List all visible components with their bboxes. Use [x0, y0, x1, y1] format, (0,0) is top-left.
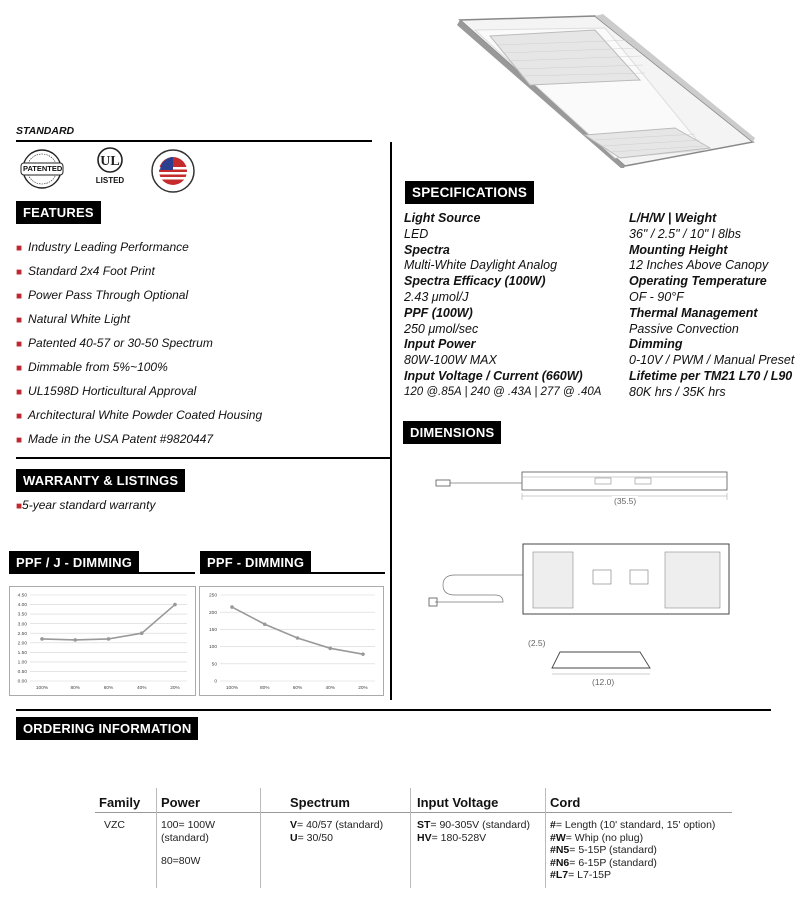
standard-label: STANDARD [16, 125, 75, 137]
col-family: Family [99, 795, 141, 810]
data-point [328, 647, 332, 651]
col-cord: Cord [550, 795, 581, 810]
feature-item: ■ Standard 2x4 Foot Print [16, 264, 155, 278]
col-divider [260, 788, 261, 888]
x-tick-label: 20% [358, 686, 368, 691]
ppfj-chart [9, 586, 196, 696]
spec-value: OF - 90°F [629, 289, 684, 304]
y-tick-label: 50 [211, 662, 217, 668]
spec-value: 2.43 μmol/J [404, 289, 469, 304]
specifications-title: SPECIFICATIONS [405, 181, 534, 204]
spectrum-values: V= 40/57 (standard) U= 30/50 [290, 819, 384, 844]
feature-item: ■ UL1598D Horticultural Approval [16, 384, 197, 398]
patented-seal [18, 148, 66, 190]
spec-left-column [404, 211, 624, 401]
spec-value: 80K hrs / 35K hrs [629, 384, 726, 399]
ordering-title: ORDERING INFORMATION [16, 717, 198, 740]
patented-text: PATENTED [23, 163, 63, 173]
ppfj-chart-title: PPF / J - DIMMING [9, 551, 139, 574]
spec-key: Thermal Management [629, 305, 758, 320]
svg-text:UL: UL [100, 154, 120, 169]
width-dimension-label: (12.0) [592, 677, 615, 687]
y-tick-label: 3.50 [17, 612, 27, 618]
spec-value: Multi-White Daylight Analog [404, 258, 558, 273]
y-tick-label: 0.00 [17, 679, 27, 685]
features-divider [16, 457, 391, 459]
spec-key: Input Voltage / Current (660W) [404, 368, 583, 383]
y-tick-label: 200 [208, 610, 217, 616]
spec-key: Light Source [404, 211, 481, 225]
spec-key: Spectra Efficacy (100W) [404, 274, 546, 289]
spec-key: Mounting Height [629, 242, 728, 257]
spec-value: 120 @.85A | 240 @ .43A | 277 @ .40A [404, 385, 602, 398]
data-point [296, 636, 300, 640]
feature-item: ■ Industry Leading Performance [16, 240, 189, 254]
y-tick-label: 0 [214, 679, 217, 685]
series-line [42, 605, 175, 640]
y-tick-label: 100 [208, 645, 217, 651]
spec-key: Operating Temperature [629, 274, 767, 289]
warranty-item: ■5-year standard warranty [16, 498, 156, 512]
x-tick-label: 100% [35, 686, 49, 691]
y-tick-label: 1.00 [17, 660, 27, 666]
height-dimension-label: (2.5) [528, 638, 546, 648]
x-tick-label: 40% [136, 686, 147, 691]
ppfj-title-rule [9, 572, 195, 574]
x-tick-label: 40% [325, 686, 336, 691]
data-point [73, 638, 77, 642]
spec-right-column [629, 211, 794, 401]
ordering-header-rule [95, 812, 732, 813]
made-in-usa-seal [150, 148, 196, 194]
voltage-values: ST= 90-305V (standard) HV= 180-528V [417, 819, 530, 844]
col-divider [410, 788, 411, 888]
x-tick-label: 100% [225, 686, 239, 691]
x-tick-label: 80% [259, 686, 270, 691]
x-tick-label: 60% [103, 686, 114, 691]
feature-item: ■ Natural White Light [16, 312, 131, 326]
feature-item: ■ Architectural White Powder Coated Housing [16, 408, 263, 422]
spec-value: 80W-100W MAX [404, 353, 497, 368]
ppf-chart [199, 586, 384, 696]
top-view-drawing [425, 540, 735, 618]
spec-value: LED [404, 226, 429, 241]
power-values: 100= 100W (standard) 80=80W [161, 819, 215, 867]
dimensions-title: DIMENSIONS [403, 421, 501, 444]
feature-item: ■ Patented 40-57 or 30-50 Spectrum [16, 336, 213, 350]
spec-value: 12 Inches Above Canopy [629, 258, 769, 273]
ppf-chart-title: PPF - DIMMING [200, 551, 311, 574]
feature-item: ■ Power Pass Through Optional [16, 288, 189, 302]
col-divider [545, 788, 546, 888]
y-tick-label: 1.50 [17, 650, 27, 656]
spec-key: L/H/W | Weight [629, 211, 717, 225]
listed-text: LISTED [95, 176, 125, 185]
y-tick-label: 2.50 [17, 631, 27, 637]
feature-item: ■ Made in the USA Patent #9820447 [16, 432, 214, 446]
spec-key: Input Power [404, 337, 476, 352]
feature-item: ■ Dimmable from 5%~100% [16, 360, 168, 374]
spec-key: Spectra [404, 242, 450, 257]
features-title: FEATURES [16, 201, 101, 224]
side-view-drawing [430, 468, 730, 508]
data-point [107, 637, 111, 641]
data-point [173, 603, 177, 607]
ul-listed-logo [90, 146, 130, 190]
spec-value: 250 μmol/sec [404, 321, 479, 336]
col-input-voltage: Input Voltage [417, 795, 499, 810]
family-value: VZC [104, 819, 125, 831]
x-tick-label: 20% [170, 686, 180, 691]
data-point [263, 622, 267, 626]
y-tick-label: 2.00 [17, 641, 27, 647]
product-image [435, 10, 755, 168]
spec-value: 36" / 2.5" / 10" l 8lbs [629, 226, 741, 241]
x-tick-label: 80% [70, 686, 81, 691]
ordering-divider [16, 709, 771, 711]
y-tick-label: 150 [208, 628, 217, 633]
col-spectrum: Spectrum [290, 795, 350, 810]
spec-key: Lifetime per TM21 L70 / L90 [629, 368, 793, 383]
y-tick-label: 250 [208, 593, 217, 599]
col-power: Power [161, 795, 201, 810]
data-point [230, 605, 234, 609]
data-point [140, 631, 144, 635]
top-divider [16, 140, 372, 142]
data-point [40, 637, 44, 641]
column-divider [390, 142, 392, 700]
ppf-title-rule [200, 572, 385, 574]
y-tick-label: 4.00 [17, 603, 27, 609]
col-divider [156, 788, 157, 888]
warranty-title: WARRANTY & LISTINGS [16, 469, 185, 492]
x-tick-label: 60% [292, 686, 303, 691]
front-view-drawing [550, 648, 660, 678]
spec-key: PPF (100W) [404, 305, 473, 320]
y-tick-label: 4.50 [17, 593, 27, 599]
spec-value: Passive Convection [629, 321, 739, 336]
length-dimension-label: (35.5) [614, 496, 637, 506]
y-tick-label: 3.00 [17, 622, 27, 628]
spec-key: Dimming [629, 337, 683, 352]
cord-values: #= Length (10' standard, 15' option) #W= Whip (no plug) #N5= 5-15P (standard) #N6= 6-15P (standard) #L7= L7-15P [550, 819, 716, 881]
y-tick-label: 0.50 [17, 670, 27, 676]
series-line [232, 607, 363, 654]
spec-value: 0-10V / PWM / Manual Preset [629, 353, 795, 368]
data-point [361, 652, 365, 656]
